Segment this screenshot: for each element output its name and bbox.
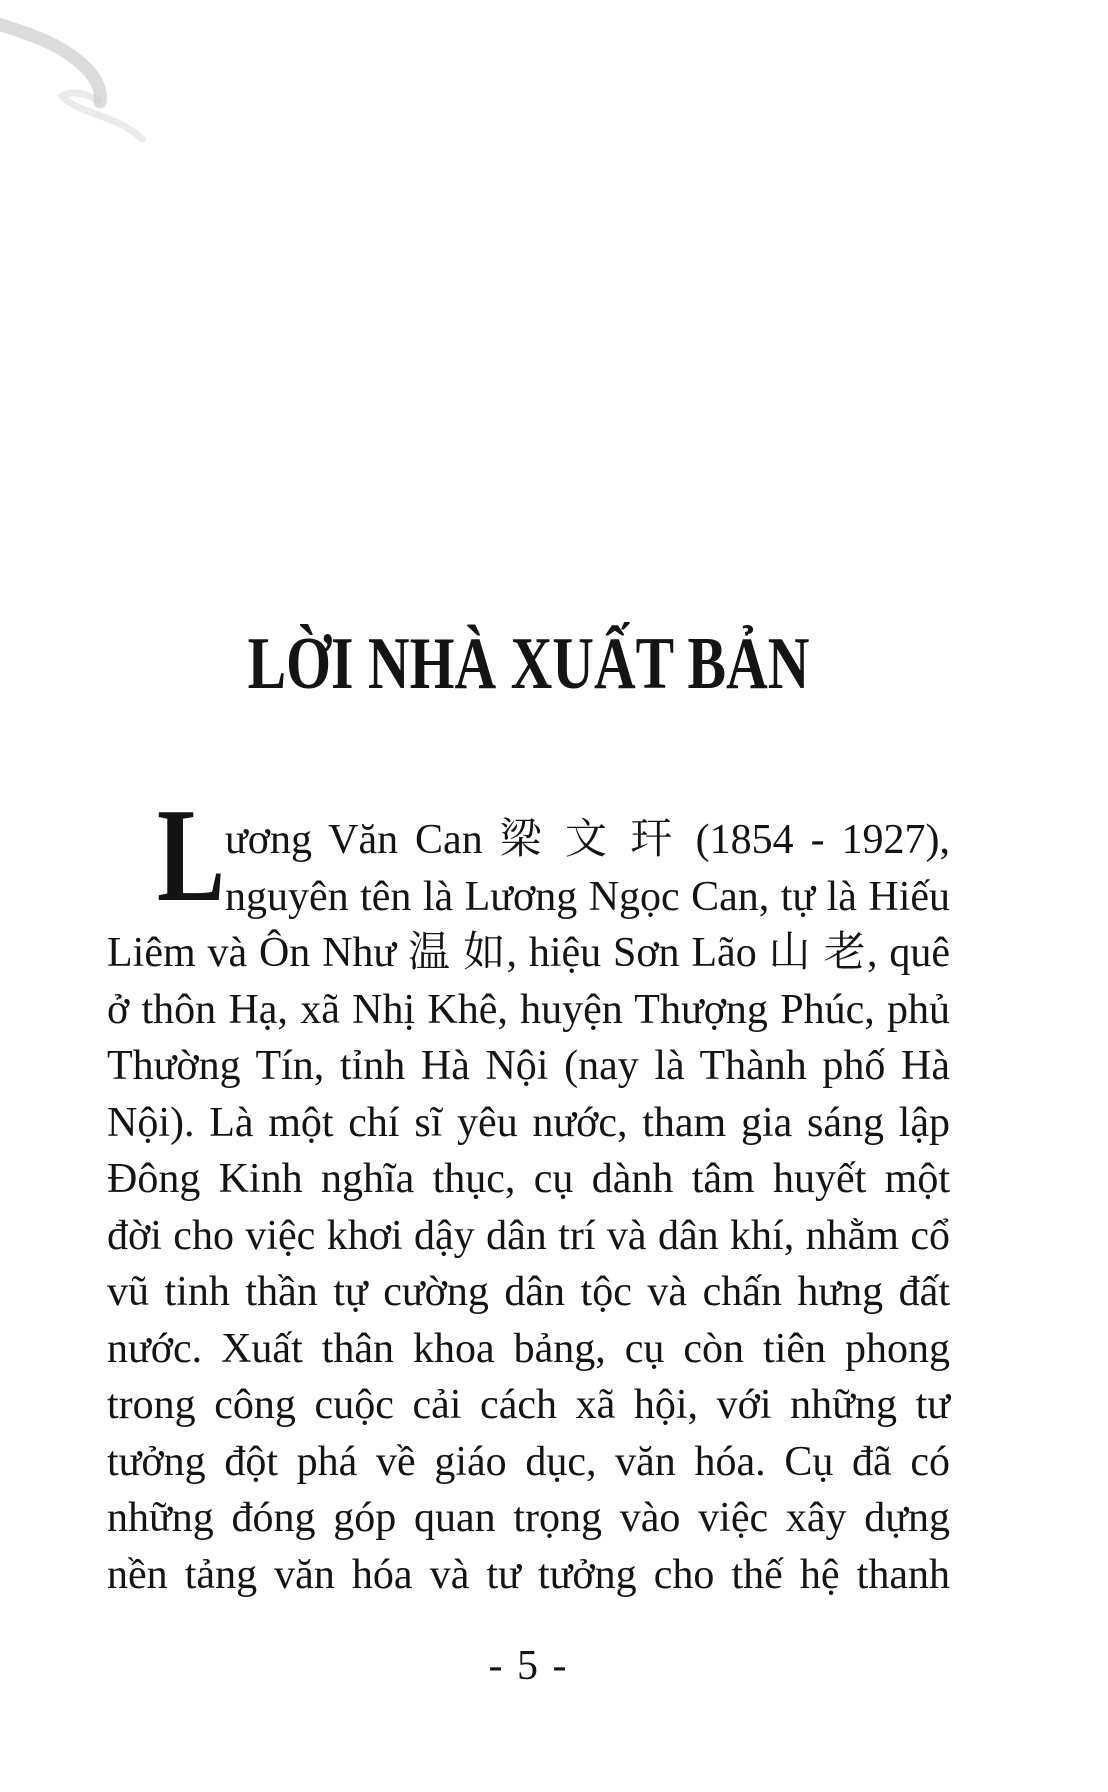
body-line: ương Văn Can 梁 文 玕 (1854 - 1927), [225, 817, 950, 863]
page-title: LỜI NHÀ XUẤT BẢN [247, 622, 810, 705]
body-line: tưởng đột phá về giáo dục, văn hóa. Cụ đã có [107, 1438, 950, 1485]
body-line: những đóng góp quan trọng vào việc xây dựng [107, 1495, 950, 1541]
body-line: Đông Kinh nghĩa thục, cụ dành tâm huyết một [107, 1156, 950, 1202]
body-lines [107, 812, 950, 1603]
body-line: Thường Tín, tỉnh Hà Nội (nay là Thành phố Hà [107, 1043, 950, 1089]
body-line: trong công cuộc cải cách xã hội, với những tư [107, 1382, 950, 1428]
body-line: nền tảng văn hóa và tư tưởng cho thế hệ thanh [107, 1551, 950, 1598]
body-line: Nội). Là một chí sĩ yêu nước, tham gia sáng lập [107, 1099, 950, 1146]
scan-smudge-artifact [0, 0, 200, 170]
body-line: Liêm và Ôn Như 温 如, hiệu Sơn Lão 山 老, quê [107, 930, 950, 976]
page-number: - 5 - [488, 1643, 569, 1689]
body-line: vũ tinh thần tự cường dân tộc và chấn hưng đất [107, 1269, 950, 1315]
drop-cap: L [157, 781, 225, 929]
body-text [107, 812, 950, 1603]
body-line: nước. Xuất thân khoa bảng, cụ còn tiên phong [107, 1325, 950, 1372]
body-line: đời cho việc khơi dậy dân trí và dân khí, nhằm cổ [107, 1212, 950, 1259]
body-line: nguyên tên là Lương Ngọc Can, tự là Hiếu [225, 873, 950, 920]
body-line: ở thôn Hạ, xã Nhị Khê, huyện Thượng Phúc, phủ [107, 986, 950, 1033]
